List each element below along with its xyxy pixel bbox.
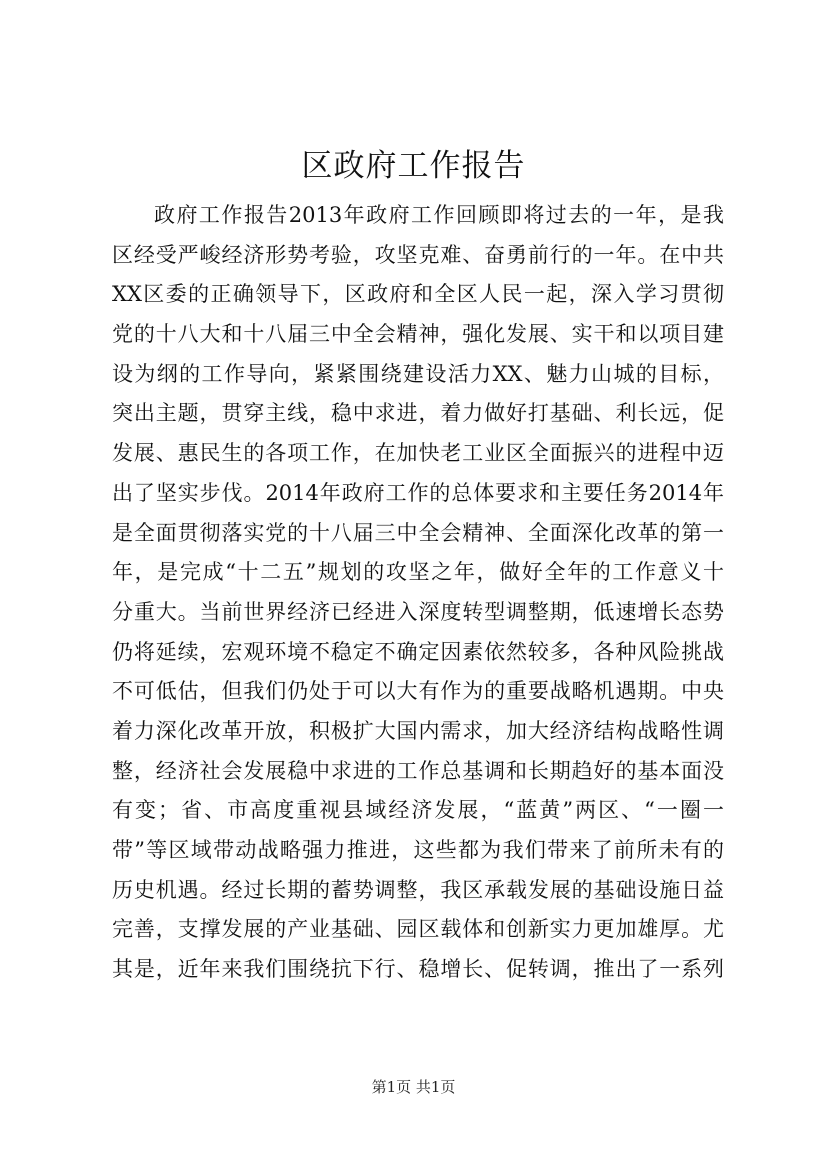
body-line: XX区委的正确领导下，区政府和全区人民一起，深入学习贯彻: [112, 282, 724, 307]
body-line: 带”等区域带动战略强力推进，这些都为我们带来了前所未有的: [112, 838, 724, 862]
body-line: 设为纲的工作导向，紧紧围绕建设活力XX、魅力山城的目标，: [112, 361, 724, 386]
body-line: 发展、惠民生的各项工作，在加快老工业区全面振兴的进程中迈: [112, 441, 724, 466]
body-line: 党的十八大和十八届三中全会精神，强化发展、实干和以项目建: [112, 322, 724, 347]
page-number-label: 第1页 共1页: [371, 1078, 456, 1096]
body-line: 不可低估，但我们仍处于可以大有作为的重要战略机遇期。中央: [112, 679, 724, 704]
body-line: 有变；省、市高度重视县域经济发展，“蓝黄”两区、“一圈一: [112, 798, 724, 823]
document-body: [112, 196, 724, 990]
body-line: 整，经济社会发展稳中求进的工作总基调和长期趋好的基本面没: [112, 758, 724, 783]
body-line: 出了坚实步伐。2014年政府工作的总体要求和主要任务2014年: [112, 480, 724, 505]
body-line: 区经受严峻经济形势考验，攻坚克难、奋勇前行的一年。在中共: [112, 242, 724, 267]
body-line: 完善，支撑发展的产业基础、园区载体和创新实力更加雄厚。尤: [112, 917, 724, 942]
body-line: 突出主题，贯穿主线，稳中求进，着力做好打基础、利长远，促: [112, 401, 724, 426]
body-line: 是全面贯彻落实党的十八届三中全会精神、全面深化改革的第一: [112, 520, 724, 545]
page-footer: [0, 1076, 827, 1098]
body-line: 历史机遇。经过长期的蓄势调整，我区承载发展的基础设施日益: [112, 877, 724, 902]
body-line: 其是，近年来我们围绕抗下行、稳增长、促转调，推出了一系列: [112, 957, 724, 982]
body-line: 分重大。当前世界经济已经进入深度转型调整期，低速增长态势: [112, 599, 724, 624]
body-line: 政府工作报告2013年政府工作回顾即将过去的一年，是我: [154, 203, 724, 227]
body-line: 仍将延续，宏观环境不稳定不确定因素依然较多，各种风险挑战: [112, 639, 724, 664]
document-title: 区政府工作报告: [301, 148, 526, 184]
body-line: 年，是完成“十二五”规划的攻坚之年，做好全年的工作意义十: [112, 560, 724, 585]
body-line: 着力深化改革开放，积极扩大国内需求，加大经济结构战略性调: [112, 718, 724, 743]
